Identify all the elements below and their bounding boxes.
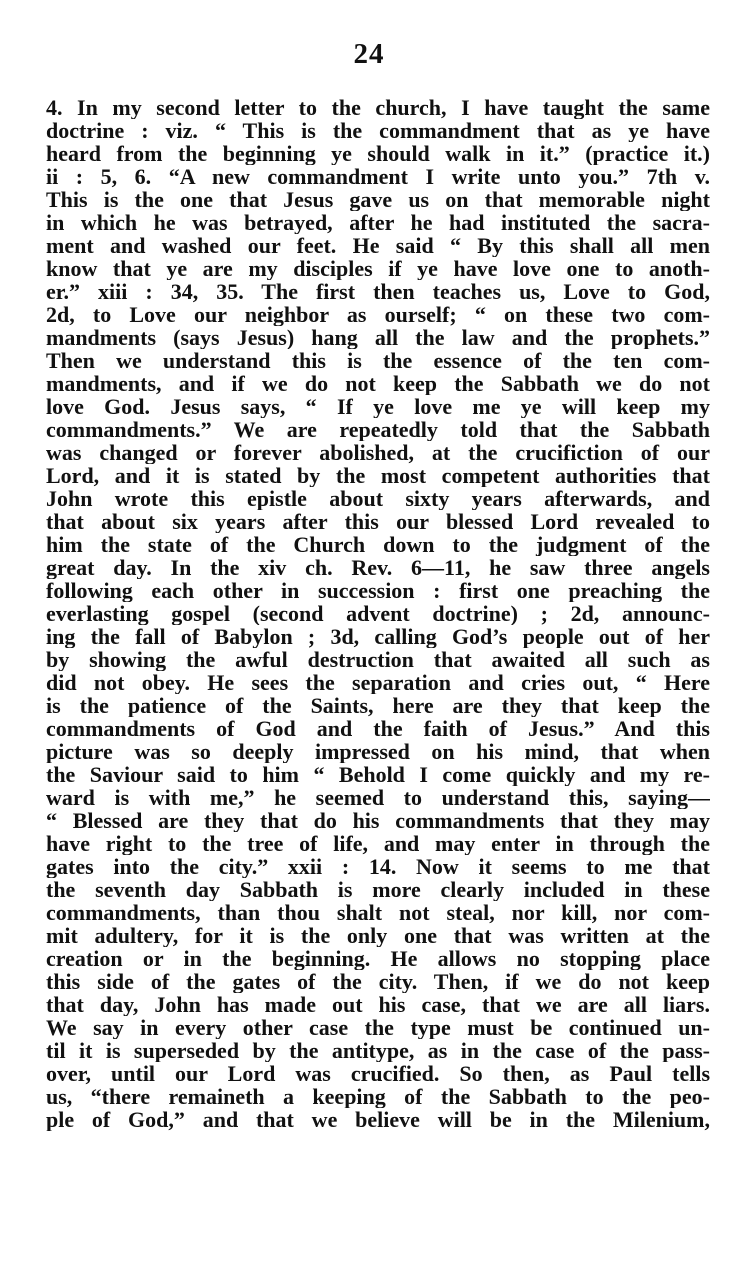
text-line: til it is superseded by the antitype, as in the case of the pass- <box>46 1039 710 1062</box>
page-number: 24 <box>353 38 385 70</box>
text-line: know that ye are my disciples if ye have love one to anoth- <box>46 257 710 280</box>
text-line: gates into the city.” xxii : 14. Now it seems to me that <box>46 855 710 878</box>
text-line: the Saviour said to him “ Behold I come quickly and my re- <box>46 763 710 786</box>
text-line: This is the one that Jesus gave us on that memorable night <box>46 188 710 211</box>
text-line: following each other in succession : first one preaching the <box>46 579 710 602</box>
text-line: ple of God,” and that we believe will be in the Milenium, <box>46 1108 710 1131</box>
text-line: that about six years after this our blessed Lord revealed to <box>46 510 710 533</box>
text-line: er.” xiii : 34, 35. The first then teaches us, Love to God, <box>46 280 710 303</box>
text-line: heard from the beginning ye should walk in it.” (practice it.) <box>46 142 710 165</box>
text-line: ing the fall of Babylon ; 3d, calling God’s people out of her <box>46 625 710 648</box>
text-line: is the patience of the Saints, here are they that keep the <box>46 694 710 717</box>
text-line: have right to the tree of life, and may enter in through the <box>46 832 710 855</box>
text-line: the seventh day Sabbath is more clearly included in these <box>46 878 710 901</box>
text-line: by showing the awful destruction that awaited all such as <box>46 648 710 671</box>
text-line: over, until our Lord was crucified. So then, as Paul tells <box>46 1062 710 1085</box>
text-line: that day, John has made out his case, that we are all liars. <box>46 993 710 1016</box>
text-line: everlasting gospel (second advent doctrine) ; 2d, announc- <box>46 602 710 625</box>
text-line: picture was so deeply impressed on his mind, that when <box>46 740 710 763</box>
text-line: ment and washed our feet. He said “ By this shall all men <box>46 234 710 257</box>
text-line: love God. Jesus says, “ If ye love me ye will keep my <box>46 395 710 418</box>
text-line: mandments (says Jesus) hang all the law and the prophets.” <box>46 326 710 349</box>
text-line: Then we understand this is the essence of the ten com- <box>46 349 710 372</box>
paragraph-body <box>46 96 710 1131</box>
text-line: this side of the gates of the city. Then, if we do not keep <box>46 970 710 993</box>
text-line: did not obey. He sees the separation and cries out, “ Here <box>46 671 710 694</box>
text-line: commandments of God and the faith of Jesus.” And this <box>46 717 710 740</box>
text-line: 4. In my second letter to the church, I have taught the same <box>46 96 710 119</box>
text-line: was changed or forever abolished, at the crucifiction of our <box>46 441 710 464</box>
text-line: “ Blessed are they that do his commandments that they may <box>46 809 710 832</box>
text-line: Lord, and it is stated by the most competent authorities that <box>46 464 710 487</box>
text-line: ii : 5, 6. “A new commandment I write unto you.” 7th v. <box>46 165 710 188</box>
text-line: mandments, and if we do not keep the Sabbath we do not <box>46 372 710 395</box>
text-line: mit adultery, for it is the only one that was written at the <box>46 924 710 947</box>
text-line: commandments.” We are repeatedly told that the Sabbath <box>46 418 710 441</box>
text-line: We say in every other case the type must be continued un- <box>46 1016 710 1039</box>
text-line: ward is with me,” he seemed to understand this, saying— <box>46 786 710 809</box>
text-line: him the state of the Church down to the judgment of the <box>46 533 710 556</box>
text-line: us, “there remaineth a keeping of the Sabbath to the peo- <box>46 1085 710 1108</box>
text-line: commandments, than thou shalt not steal, nor kill, nor com- <box>46 901 710 924</box>
text-line: creation or in the beginning. He allows no stopping place <box>46 947 710 970</box>
text-line: doctrine : viz. “ This is the commandment that as ye have <box>46 119 710 142</box>
text-line: 2d, to Love our neighbor as ourself; “ on these two com- <box>46 303 710 326</box>
text-line: in which he was betrayed, after he had instituted the sacra- <box>46 211 710 234</box>
text-line: great day. In the xiv ch. Rev. 6—11, he saw three angels <box>46 556 710 579</box>
text-line: John wrote this epistle about sixty years afterwards, and <box>46 487 710 510</box>
